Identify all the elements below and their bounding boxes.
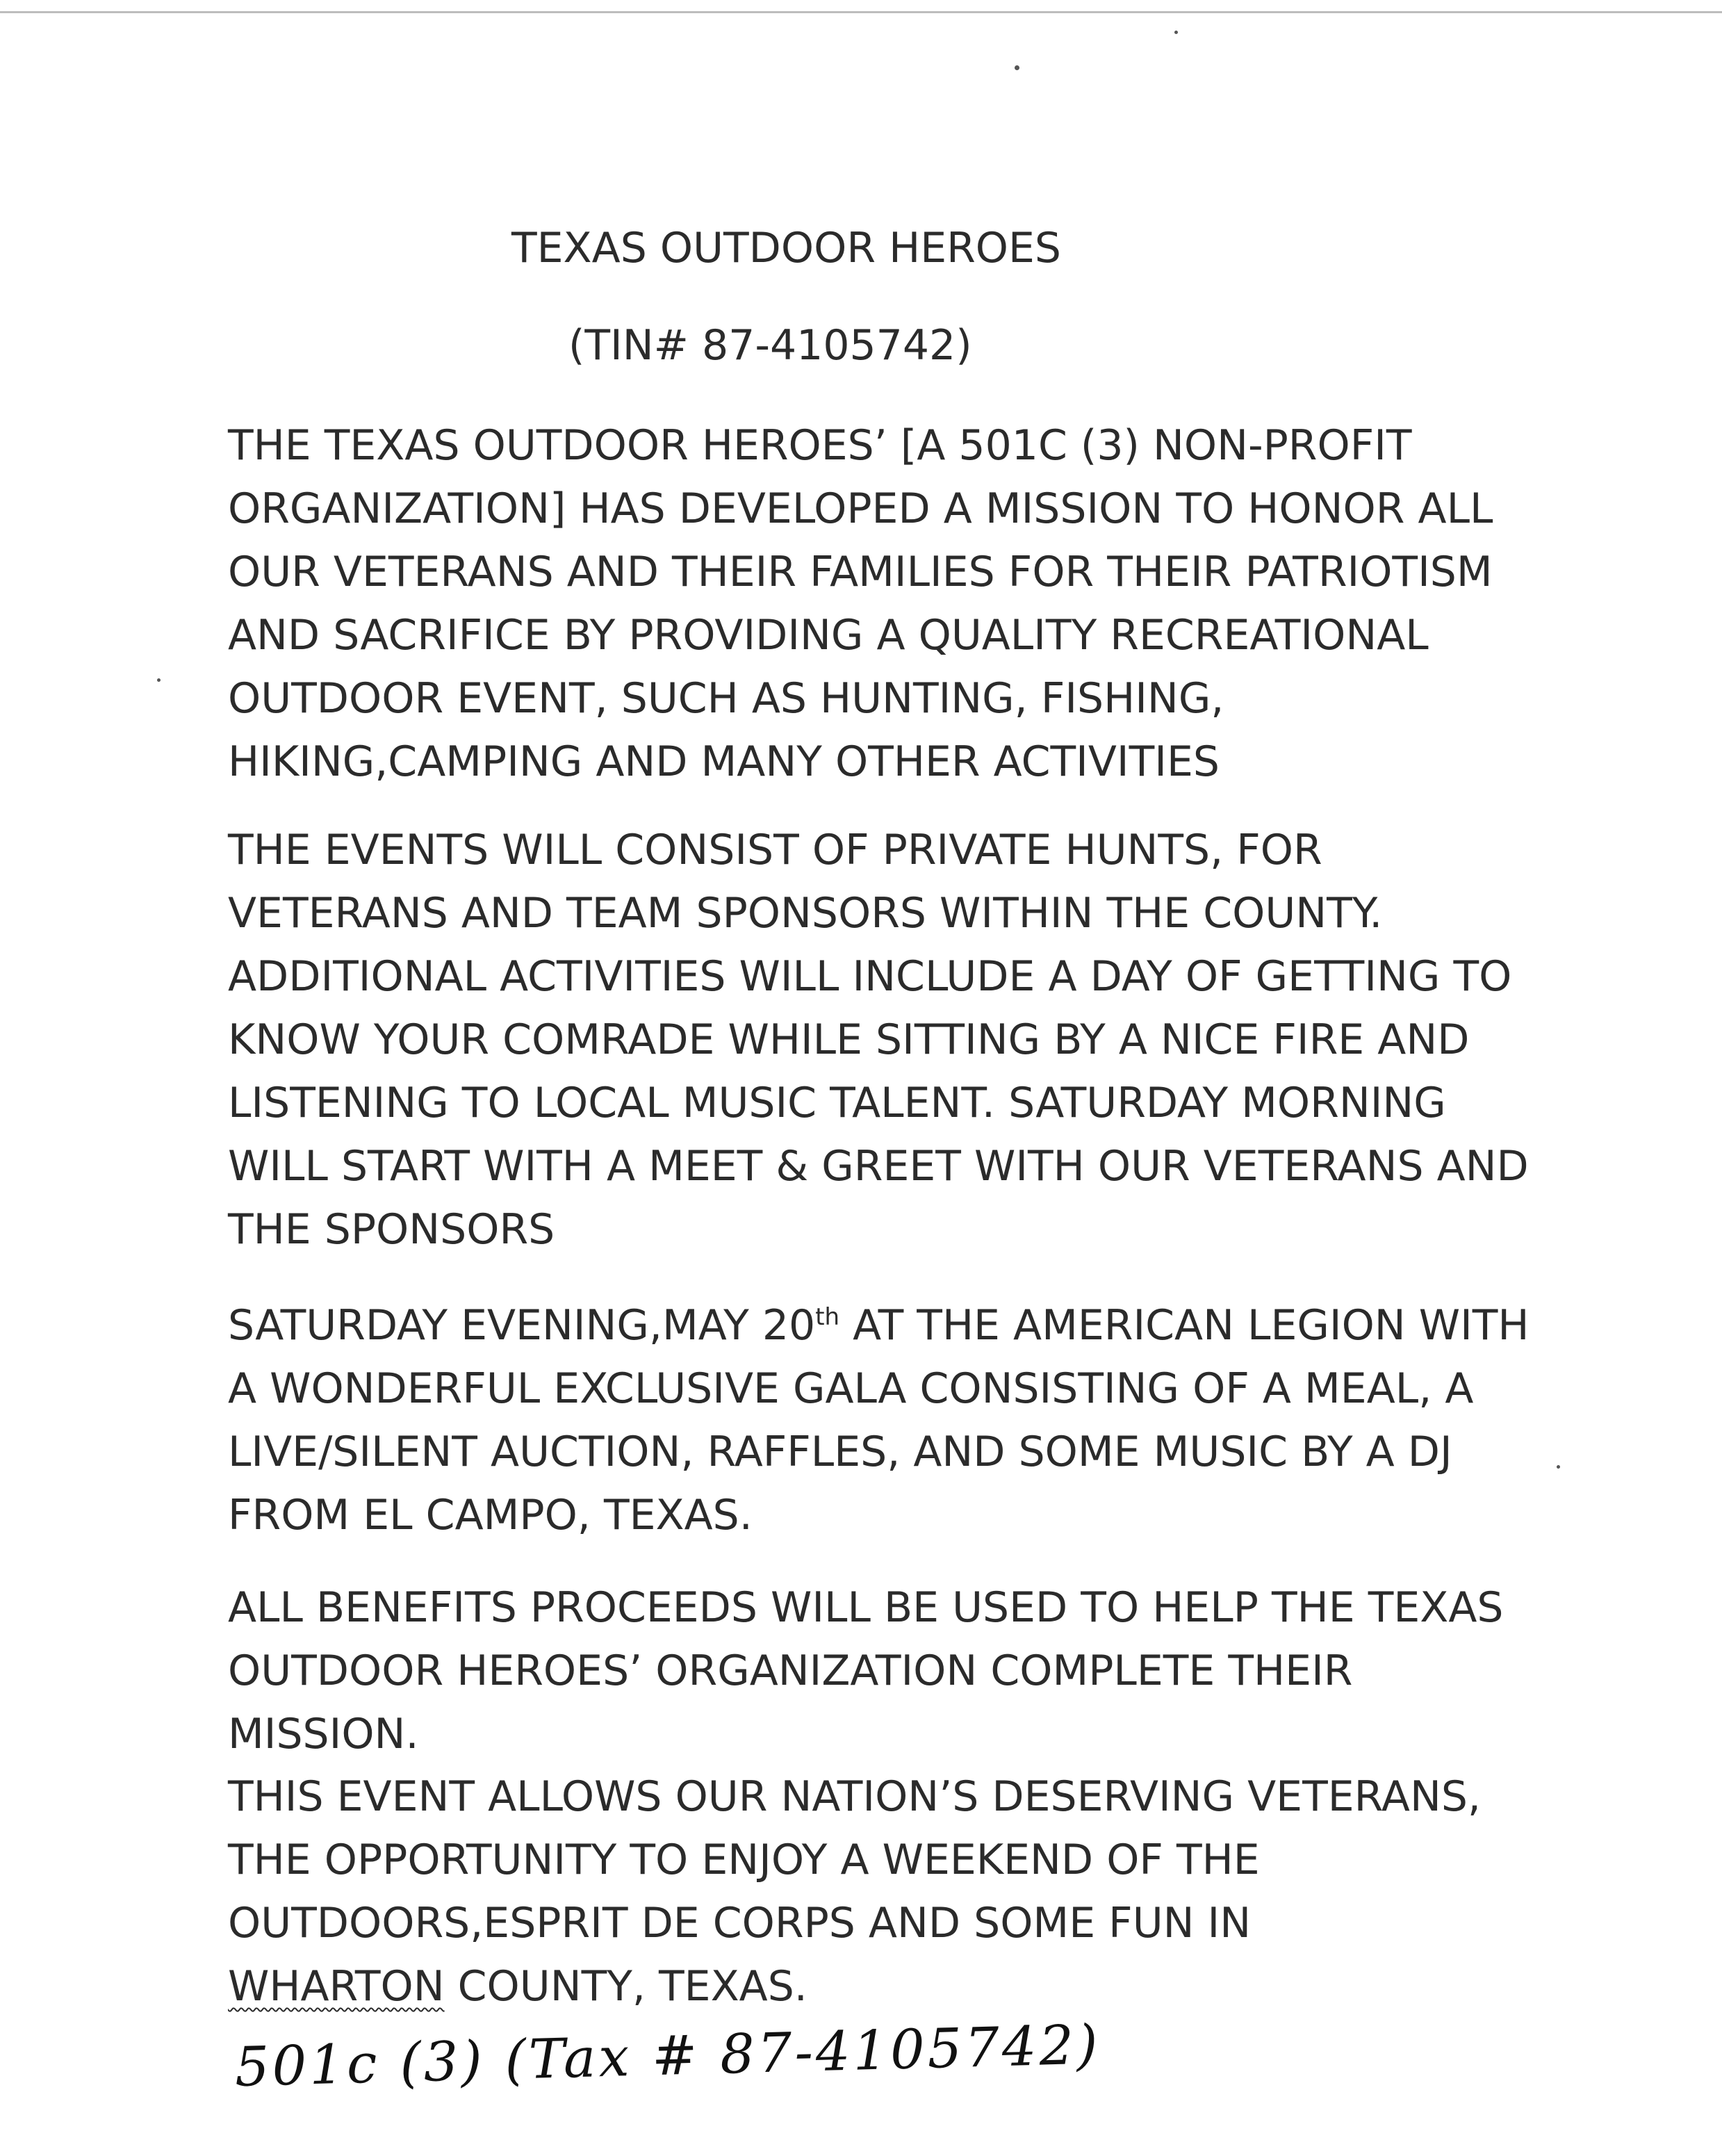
text-line: ADDITIONAL ACTIVITIES WILL INCLUDE A DAY OF GETTING TO xyxy=(228,952,1512,1001)
handwritten-tax-note: 501c (3) (Tax # 87-4105742) xyxy=(233,2014,1101,2099)
text-line: OUR VETERANS AND THEIR FAMILIES FOR THEIR PATRIOTISM xyxy=(228,548,1493,596)
gala-date-text: SATURDAY EVENING,MAY 20 xyxy=(228,1301,816,1350)
text-line xyxy=(228,1286,1530,1357)
text-line xyxy=(228,1955,1481,2018)
text-line: THE SPONSORS xyxy=(228,1205,555,1254)
text-line: THE TEXAS OUTDOOR HEROES’ [A 501C (3) NON-PROFIT xyxy=(228,421,1412,470)
gala-location-text: AT THE AMERICAN LEGION WITH xyxy=(839,1301,1530,1350)
gala-paragraph xyxy=(228,1286,1530,1547)
mission-paragraph xyxy=(228,414,1493,794)
date-ordinal: th xyxy=(815,1303,840,1331)
text-line: HIKING,CAMPING AND MANY OTHER ACTIVITIES xyxy=(228,737,1220,786)
text-line: MISSION. xyxy=(228,1710,419,1758)
text-line: OUTDOOR HEROES’ ORGANIZATION COMPLETE THEIR xyxy=(228,1647,1353,1695)
text-line: THIS EVENT ALLOWS OUR NATION’S DESERVING VETERANS, xyxy=(228,1772,1481,1821)
opportunity-paragraph xyxy=(228,1765,1481,2018)
text-line: AND SACRIFICE BY PROVIDING A QUALITY RECREATIONAL xyxy=(228,611,1429,660)
scan-speck xyxy=(1174,31,1178,34)
text-line: WILL START WITH A MEET & GREET WITH OUR VETERANS AND xyxy=(228,1142,1529,1191)
text-line: A WONDERFUL EXCLUSIVE GALA CONSISTING OF A MEAL, A xyxy=(228,1364,1474,1413)
scan-speck xyxy=(157,678,161,682)
text-line: OUTDOORS,ESPRIT DE CORPS AND SOME FUN IN xyxy=(228,1899,1252,1947)
text-line: KNOW YOUR COMRADE WHILE SITTING BY A NICE FIRE AND xyxy=(228,1015,1470,1064)
text-line: LIVE/SILENT AUCTION, RAFFLES, AND SOME MUSIC BY A DJ xyxy=(228,1428,1452,1476)
text-line: OUTDOOR EVENT, SUCH AS HUNTING, FISHING, xyxy=(228,674,1224,723)
document-title: TEXAS OUTDOOR HEROES xyxy=(511,224,1062,272)
text-line: ORGANIZATION] HAS DEVELOPED A MISSION TO HONOR ALL xyxy=(228,484,1493,533)
text-line: LISTENING TO LOCAL MUSIC TALENT. SATURDAY MORNING xyxy=(228,1079,1446,1127)
scan-speck xyxy=(1015,65,1019,70)
county-text: COUNTY, TEXAS. xyxy=(444,1962,807,2011)
text-line: THE EVENTS WILL CONSIST OF PRIVATE HUNTS, FOR xyxy=(228,826,1322,874)
scan-speck xyxy=(1557,1465,1560,1469)
text-line: VETERANS AND TEAM SPONSORS WITHIN THE COUNTY. xyxy=(228,889,1383,938)
text-line: THE OPPORTUNITY TO ENJOY A WEEKEND OF THE xyxy=(228,1836,1260,1884)
wharton-underlined: WHARTON xyxy=(228,1962,445,2011)
proceeds-paragraph xyxy=(228,1576,1504,1766)
events-paragraph xyxy=(228,819,1529,1261)
scan-top-edge xyxy=(0,11,1722,13)
text-line: ALL BENEFITS PROCEEDS WILL BE USED TO HELP THE TEXAS xyxy=(228,1583,1504,1632)
text-line: FROM EL CAMPO, TEXAS. xyxy=(228,1491,753,1540)
tin-number: (TIN# 87-4105742) xyxy=(568,321,972,370)
